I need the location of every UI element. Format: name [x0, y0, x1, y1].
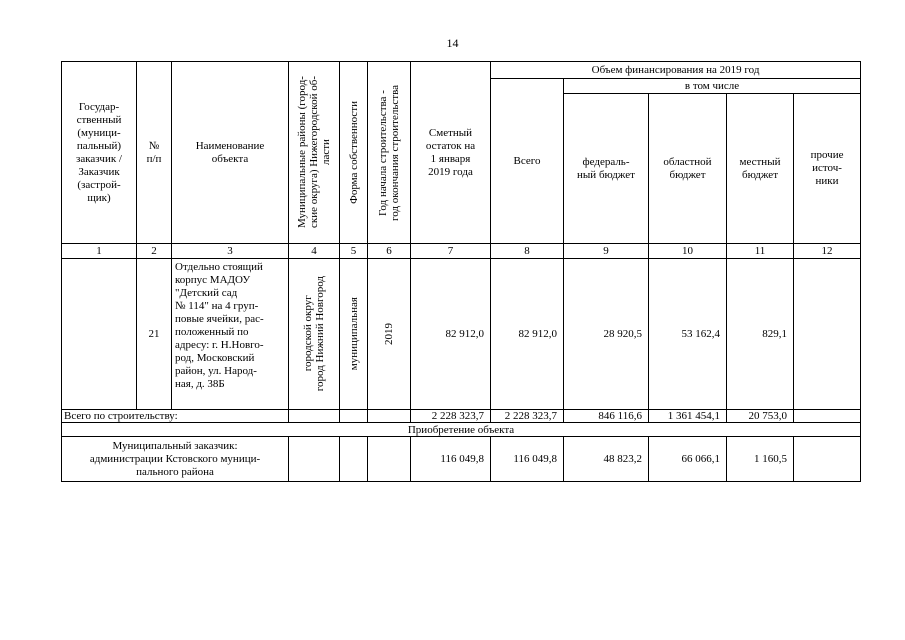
column-number: 10	[649, 244, 727, 259]
construction-total-row	[62, 410, 861, 423]
column-number: 5	[340, 244, 368, 259]
column-number: 1	[62, 244, 137, 259]
customer-regional: 66 066,1	[649, 437, 727, 482]
empty-cell	[368, 437, 411, 482]
header-customer: Государ- ственный (муници- пальный) заказчик / Заказчик (застрой- щик)	[62, 62, 137, 244]
column-number: 12	[794, 244, 861, 259]
construction-total-total: 2 228 323,7	[491, 410, 564, 423]
empty-cell	[340, 437, 368, 482]
column-number: 2	[137, 244, 172, 259]
customer-local: 1 160,5	[727, 437, 794, 482]
row-customer	[62, 259, 137, 410]
header-regional: областной бюджет	[649, 94, 727, 244]
column-number: 8	[491, 244, 564, 259]
row-district-text: городской округ город Нижний Новгород	[302, 276, 326, 392]
empty-cell	[794, 410, 861, 423]
empty-cell	[340, 410, 368, 423]
row-ownership-text: муниципальная	[347, 297, 360, 371]
header-federal: федераль- ный бюджет	[564, 94, 649, 244]
section-title: Приобретение объекта	[62, 423, 861, 437]
header-estimate: Сметный остаток на 1 января 2019 года	[411, 62, 491, 244]
row-regional: 53 162,4	[649, 259, 727, 410]
empty-cell	[794, 437, 861, 482]
column-number: 9	[564, 244, 649, 259]
funding-table	[61, 61, 861, 482]
column-numbers-row	[62, 244, 861, 259]
header-total: Всего	[491, 79, 564, 244]
row-estimate: 82 912,0	[411, 259, 491, 410]
column-number: 11	[727, 244, 794, 259]
header-districts	[289, 62, 340, 244]
row-object-name: Отдельно стоящий корпус МАДОУ "Детский сад № 114" на 4 груп- повые ячейки, рас- положенный по адресу: г. Н.Новго- род, Московский район, ул. Народ- ная, д. 38Б	[172, 259, 289, 410]
header-ownership	[340, 62, 368, 244]
customer-estimate: 116 049,8	[411, 437, 491, 482]
construction-total-regional: 1 361 454,1	[649, 410, 727, 423]
header-object-name: Наименование объекта	[172, 62, 289, 244]
empty-cell	[289, 437, 340, 482]
header-row-top	[62, 62, 861, 79]
customer-label: Муниципальный заказчик: администрации Кстовского муници- пального района	[62, 437, 289, 482]
row-years	[368, 259, 411, 410]
header-districts-text: Муниципальные районы (город- ские округа) Нижегородской об- ласти	[296, 76, 332, 229]
row-other	[794, 259, 861, 410]
header-years	[368, 62, 411, 244]
column-number: 7	[411, 244, 491, 259]
column-number: 6	[368, 244, 411, 259]
customer-row	[62, 437, 861, 482]
row-number: 21	[137, 259, 172, 410]
table-row	[62, 259, 861, 410]
construction-total-label: Всего по строительству:	[62, 410, 289, 423]
construction-total-federal: 846 116,6	[564, 410, 649, 423]
header-local: местный бюджет	[727, 94, 794, 244]
section-row	[62, 423, 861, 437]
column-number: 3	[172, 244, 289, 259]
row-federal: 28 920,5	[564, 259, 649, 410]
customer-total: 116 049,8	[491, 437, 564, 482]
construction-total-local: 20 753,0	[727, 410, 794, 423]
header-funding-group: Объем финансирования на 2019 год	[491, 62, 861, 79]
header-number: № п/п	[137, 62, 172, 244]
construction-total-estimate: 2 228 323,7	[411, 410, 491, 423]
header-other: прочие источ- ники	[794, 94, 861, 244]
row-district	[289, 259, 340, 410]
empty-cell	[289, 410, 340, 423]
customer-federal: 48 823,2	[564, 437, 649, 482]
header-years-text: Год начала строительства - год окончания строительства	[377, 84, 401, 221]
row-ownership	[340, 259, 368, 410]
row-local: 829,1	[727, 259, 794, 410]
empty-cell	[368, 410, 411, 423]
header-ownership-text: Форма собственности	[347, 101, 360, 204]
page-number: 14	[446, 36, 459, 50]
header-including: в том числе	[564, 79, 861, 94]
column-number: 4	[289, 244, 340, 259]
row-years-text: 2019	[383, 323, 395, 345]
row-total: 82 912,0	[491, 259, 564, 410]
